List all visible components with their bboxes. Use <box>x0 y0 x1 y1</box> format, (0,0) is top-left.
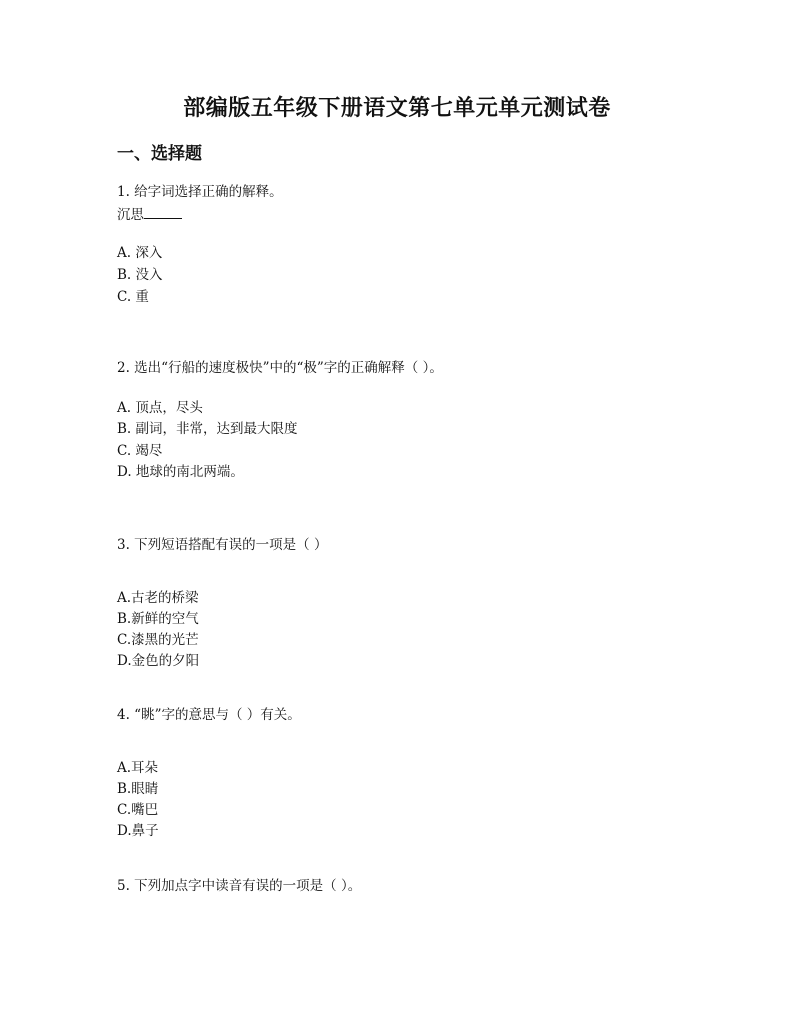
question-1-option-a: A. 深入 <box>117 245 163 261</box>
question-1-word-text: 沉思 <box>117 207 144 223</box>
question-3-option-d: D.金色的夕阳 <box>117 653 200 669</box>
question-2-option-d: D. 地球的南北两端。 <box>117 464 244 480</box>
question-4-option-b: B.眼睛 <box>117 781 159 797</box>
question-3-option-b: B.新鲜的空气 <box>117 611 199 627</box>
question-5-stem: 5. 下列加点字中读音有误的一项是（ ）。 <box>117 878 362 894</box>
question-4-stem: 4. “眺”字的意思与（ ）有关。 <box>117 707 301 723</box>
question-2-option-a: A. 顶点，尽头 <box>117 400 203 416</box>
question-3-stem: 3. 下列短语搭配有误的一项是（ ） <box>117 537 328 553</box>
question-2-option-c: C. 竭尽 <box>117 443 163 459</box>
question-1-option-c: C. 重 <box>117 289 149 305</box>
answer-blank <box>144 204 182 219</box>
section-heading: 一、选择题 <box>117 144 202 164</box>
question-2-stem: 2. 选出“行船的速度极快”中的“极”字的正确解释（ ）。 <box>117 360 443 376</box>
question-3-option-a: A.古老的桥梁 <box>117 590 199 606</box>
question-1-stem: 1. 给字词选择正确的解释。 <box>117 184 283 200</box>
question-4-option-d: D.鼻子 <box>117 823 159 839</box>
question-2-option-b: B. 副词，非常，达到最大限度 <box>117 421 298 437</box>
document-title: 部编版五年级下册语文第七单元单元测试卷 <box>183 95 611 121</box>
question-1-word <box>117 204 182 225</box>
question-3-option-c: C.漆黑的光芒 <box>117 632 199 648</box>
question-4-option-a: A.耳朵 <box>117 760 159 776</box>
question-1-option-b: B. 没入 <box>117 267 163 283</box>
question-4-option-c: C.嘴巴 <box>117 802 159 818</box>
